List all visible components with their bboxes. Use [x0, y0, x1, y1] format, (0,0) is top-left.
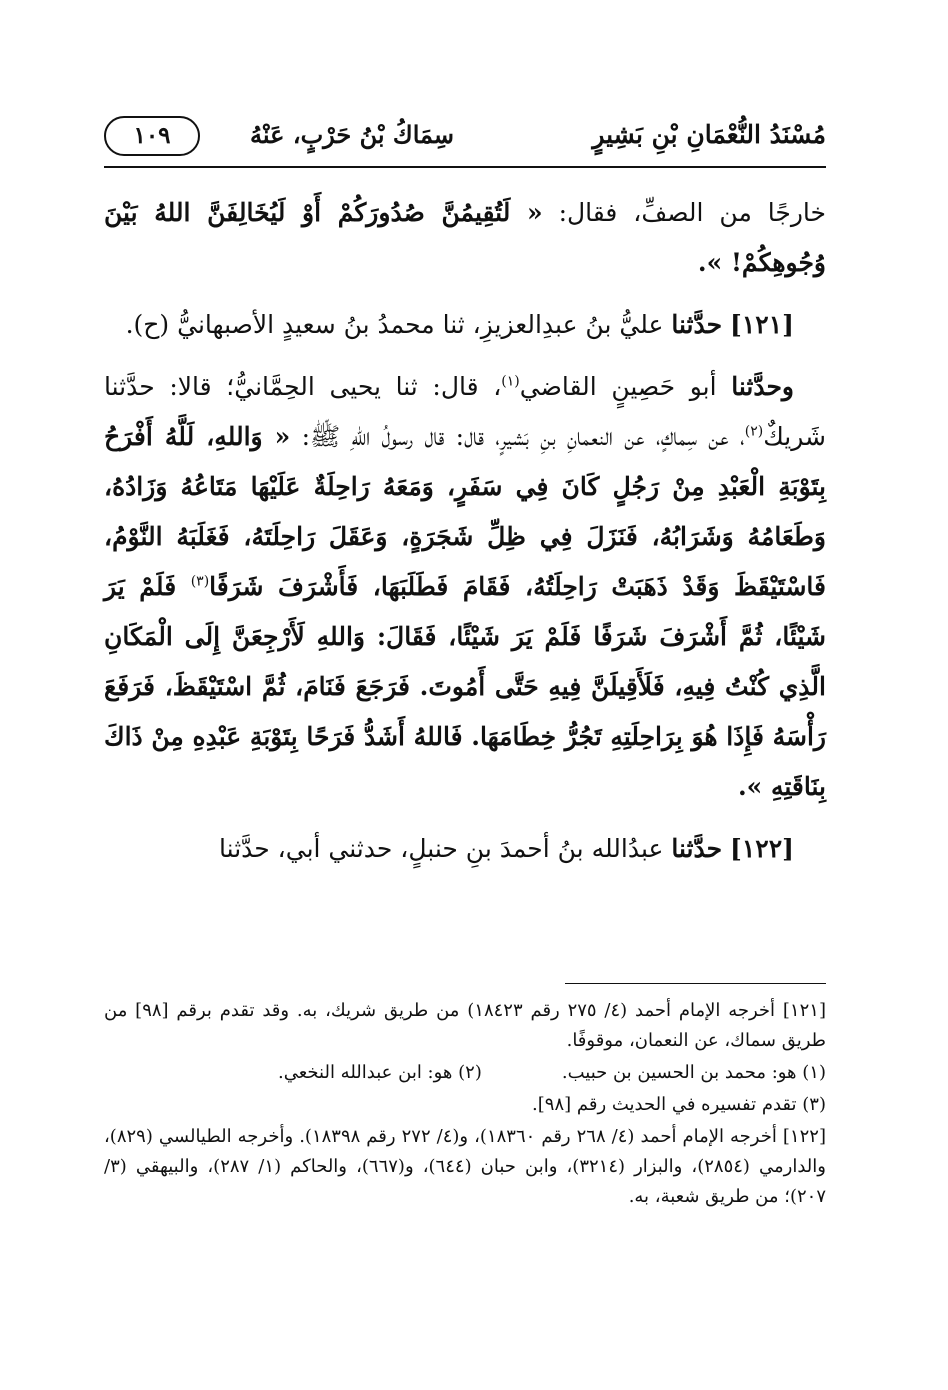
footnote-ref-2[interactable]: (٢) — [744, 423, 764, 440]
footnote-ref-3[interactable]: (٣) — [190, 573, 210, 590]
footnote-122: [١٢٢] أخرجه الإمام أحمد (٤/ ٢٦٨ رقم ١٨٣٦٠)، و(٤/ ٢٧٢ رقم ١٨٣٩٨). وأخرجه الطيالسي (٨٢٩)، والدارمي (٢٨٥٤)، والبزار (٣٢١٤)، وابن حبان (٦٤٤)، و(٦٦٧)، والحاكم (١/ ٢٨٧)، والبيهقي (٣/ ٢٠٧)؛ من طريق شعبة، به. — [104, 1126, 826, 1207]
chain-text: أبو حَصِينٍ القاضي — [519, 372, 717, 401]
main-text — [104, 188, 826, 886]
hadith-number: [١٢٢] — [730, 834, 794, 863]
chain-text: عبدُالله بنُ أحمدَ بنِ حنبلٍ، حدثني أبي، حدَّثنا — [219, 834, 664, 863]
paragraph-continuation — [104, 188, 826, 288]
text-run: خارجًا من الصفِّ، فقال: — [542, 198, 826, 227]
hadith-text: فَلَمْ يَرَ شَيْئًا، ثُمَّ أَشْرَفَ شَرَفًا فَلَمْ يَرَ شَيْئًا، فَقَالَ: وَاللهِ لَأَرْجِعَنَّ إِلَى الْمَكَانِ الَّذِي كُنْتُ فِيهِ، فَلَأَقِيلَنَّ فِيهِ حَتَّى أَمُوتَ. فَرَجَعَ فَنَامَ، ثُمَّ اسْتَيْقَظَ، فَرَفَعَ رَأْسَهُ فَإِذَا هُوَ بِرَاحِلَتِهِ تَجُرُّ خِطَامَهَا. فَاللهُ أَشَدُّ فَرَحًا بِتَوْبَةِ عَبْدِهِ مِنْ ذَاكَ بِنَاقَتِهِ ». — [104, 572, 826, 801]
footnotes — [104, 996, 826, 1214]
hadith-122 — [104, 824, 826, 874]
chain-lead: وحدَّثنا — [731, 372, 794, 401]
chain-text: عليُّ بنُ عبدِالعزيزِ، ثنا محمدُ بنُ سعيدٍ الأصبهانيُّ (ح). — [125, 310, 664, 339]
chain-text: ، عن سِماكٍ، عن النعمانِ بنِ بَشيرٍ، قال: قال رسولُ اللهِ ﷺ: — [290, 422, 745, 451]
chain-text: ، قال: ثنا يحيى الحِمَّانيُّ؛ قالا: حدَّثنا شَريكٌ — [104, 372, 826, 451]
footnote-divider — [565, 983, 826, 984]
hadith-quote: « لَتُقِيمُنَّ صُدُورَكُمْ أَوْ لَيُخَالِفَنَّ اللهُ بَيْنَ وُجُوهِكُمْ! ». — [104, 198, 826, 277]
header-divider — [104, 166, 826, 168]
footnote-2: (٢) هو: ابن عبدالله النخعي. — [278, 1062, 482, 1083]
chain-lead: حدَّثنا — [671, 310, 723, 339]
running-head — [104, 112, 826, 160]
footnote-pair — [104, 1058, 826, 1088]
hadith-number: [١٢١] — [730, 310, 794, 339]
hadith-121-second-chain — [104, 362, 826, 812]
book-title: مُسْنَدُ النُّعْمَانِ بْنِ بَشِيرٍ — [592, 120, 826, 149]
chapter-title: سِمَاكُ بْنُ حَرْبٍ، عَنْهُ — [250, 120, 454, 149]
chain-lead: حدَّثنا — [671, 834, 723, 863]
footnote-1: (١) هو: محمد بن الحسين بن حبيب. — [561, 1062, 826, 1083]
hadith-text: « وَاللهِ، لَلَّهُ أَفْرَحُ بِتَوْبَةِ الْعَبْدِ مِنْ رَجُلٍ كَانَ فِي سَفَرٍ، وَمَعَهُ رَاحِلَةٌ عَلَيْهَا مَتَاعُهُ وَزَادُهُ، وَطَعَامُهُ وَشَرَابُهُ، فَنَزَلَ فِي ظِلِّ شَجَرَةٍ، وَعَقَلَ رَاحِلَتَهُ، فَغَلَبَهُ النَّوْمُ، فَاسْتَيْقَظَ وَقَدْ ذَهَبَتْ رَاحِلَتُهُ، فَقَامَ فَطَلَبَهَا، فَأَشْرَفَ شَرَفًا — [104, 422, 826, 601]
footnote-3: (٣) تقدم تفسيره في الحديث رقم [٩٨]. — [532, 1094, 826, 1115]
hadith-121 — [104, 300, 826, 350]
footnote-121: [١٢١] أخرجه الإمام أحمد (٤/ ٢٧٥ رقم ١٨٤٢٣) من طريق شريك، به. وقد تقدم برقم [٩٨] من طريق سماك، عن النعمان، موقوفًا. — [104, 1000, 826, 1051]
footnote-ref-1[interactable]: (١) — [501, 373, 520, 390]
page-number: ١٠٩ — [104, 116, 200, 156]
